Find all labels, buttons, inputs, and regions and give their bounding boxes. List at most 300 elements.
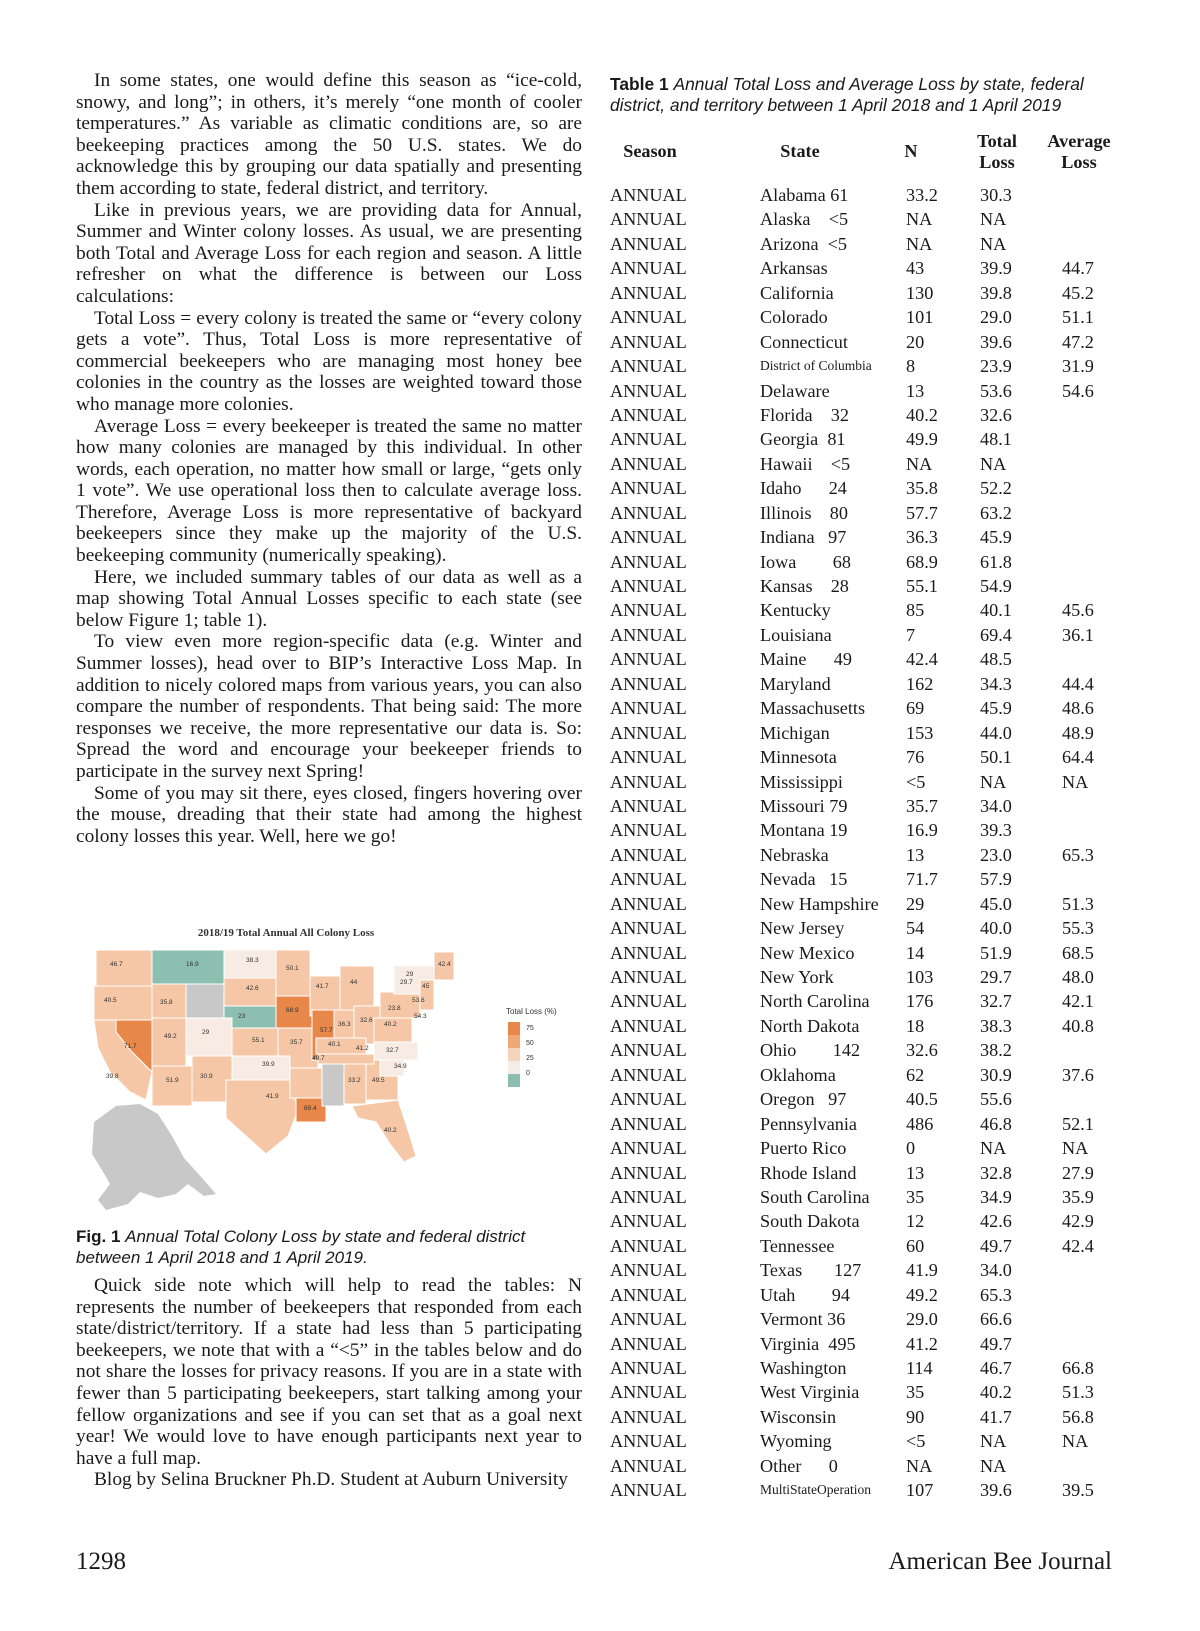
cell-total-loss: 39.6 <box>980 1480 1012 1501</box>
cell-average-loss: 51.3 <box>1062 893 1094 914</box>
cell-season: ANNUAL <box>610 1431 687 1452</box>
cell-state: Rhode Island <box>760 1162 857 1183</box>
map-state-label: 33.2 <box>348 1077 361 1084</box>
cell-n: 8 <box>906 356 916 377</box>
header-state: State <box>780 141 820 161</box>
cell-n: 18 <box>906 1015 925 1036</box>
cell-n: 57.7 <box>906 502 938 523</box>
cell-average-loss: 56.8 <box>1062 1406 1094 1427</box>
cell-average-loss: 27.9 <box>1062 1162 1094 1183</box>
state-utah <box>152 1018 186 1066</box>
table-row <box>610 1307 1130 1331</box>
cell-season: ANNUAL <box>610 1089 687 1110</box>
table-row <box>610 721 1130 745</box>
legend-swatch-high <box>508 1022 520 1035</box>
table-row <box>610 1136 1130 1160</box>
cell-season: ANNUAL <box>610 869 687 890</box>
state-arizona <box>152 1066 192 1106</box>
cell-state: Mississippi <box>760 771 843 792</box>
table-row <box>610 1478 1130 1502</box>
paragraph: In some states, one would define this season as “ice-cold, snowy, and long”; in others, it’s merely “one month of cooler temperatures.” As variable as climatic conditions are, so are beekeeping practices among the 50 U.S. states. We do acknowledge this by grouping our data spatially and presenting them according to state, federal district, and territory. <box>76 70 582 199</box>
cell-season: ANNUAL <box>610 478 687 499</box>
figure-caption <box>76 1226 582 1268</box>
cell-total-loss: 34.0 <box>980 795 1012 816</box>
cell-state: Tennessee <box>760 1235 835 1256</box>
table-row <box>610 818 1130 842</box>
state-oregon <box>94 986 152 1020</box>
table-row <box>610 1112 1130 1136</box>
header-n: N <box>904 141 918 161</box>
map-state-label: 68.9 <box>286 1007 299 1014</box>
cell-n: NA <box>906 453 933 474</box>
map-state-label: 38.3 <box>246 957 259 964</box>
table-header <box>610 131 1130 183</box>
table-row <box>610 330 1130 354</box>
cell-state: West Virginia <box>760 1382 860 1403</box>
table-row <box>610 867 1130 891</box>
map-state-label: 35.7 <box>290 1039 303 1046</box>
cell-season: ANNUAL <box>610 722 687 743</box>
table-row <box>610 1038 1130 1062</box>
cell-average-loss: 48.6 <box>1062 698 1094 719</box>
table-row <box>610 1209 1130 1233</box>
paragraph: Quick side note which will help to read the tables: N represents the number of beekeepers that responded from each state/district/territory. If a state had less than 5 participating beekeepers, we note that with a “<5” in the tables below and do not share the losses for privacy reasons. If you are in a state with fewer than 5 participating beekeepers, start talking among your fellow organizations and see if you can set that as a goal next year! We would love to have enough participants next year to have a full map. <box>76 1275 582 1469</box>
cell-season: ANNUAL <box>610 673 687 694</box>
state-tennessee <box>318 1054 374 1064</box>
cell-total-loss: 39.8 <box>980 282 1012 303</box>
cell-n: <5 <box>906 1431 926 1452</box>
figure-caption-text: Annual Total Colony Loss by state and federal district between 1 April 2018 and 1 April 2019. <box>76 1227 526 1267</box>
cell-n: 49.9 <box>906 429 938 450</box>
cell-season: ANNUAL <box>610 991 687 1012</box>
header-total-loss-line2: Loss <box>979 152 1015 172</box>
cell-n: 41.2 <box>906 1333 938 1354</box>
map-state-label: 42.4 <box>438 961 451 968</box>
cell-season: ANNUAL <box>610 404 687 425</box>
journal-name: American Bee Journal <box>888 1548 1112 1575</box>
legend-swatch-low <box>508 1061 520 1074</box>
state-minnesota <box>276 950 310 996</box>
cell-state: District of Columbia <box>760 358 872 374</box>
paragraph: Some of you may sit there, eyes closed, fingers hovering over the mouse, dreading that their state had among the highest colony losses this year. Well, here we go! <box>76 782 582 847</box>
cell-average-loss: NA <box>1062 1138 1089 1159</box>
cell-n: 35.7 <box>906 795 938 816</box>
cell-state: Arizona <5 <box>760 233 848 254</box>
cell-total-loss: 38.3 <box>980 1015 1012 1036</box>
cell-state: Arkansas <box>760 258 828 279</box>
legend-swatch-mid <box>508 1048 520 1061</box>
cell-season: ANNUAL <box>610 1333 687 1354</box>
cell-n: 16.9 <box>906 820 938 841</box>
cell-n: 13 <box>906 844 925 865</box>
map-state-label: 42.6 <box>246 985 259 992</box>
table-row <box>610 1283 1130 1307</box>
cell-state: Missouri 79 <box>760 795 848 816</box>
cell-average-loss: 54.6 <box>1062 380 1094 401</box>
map-state-label: 41.9 <box>266 1093 279 1100</box>
table-row <box>610 256 1130 280</box>
cell-average-loss: 48.9 <box>1062 722 1094 743</box>
cell-season: ANNUAL <box>610 1113 687 1134</box>
cell-n: 13 <box>906 1162 925 1183</box>
cell-average-loss: 66.8 <box>1062 1358 1094 1378</box>
state-michigan <box>340 966 374 1010</box>
cell-state: Ohio 142 <box>760 1040 861 1061</box>
cell-state: California <box>760 282 834 303</box>
header-average-loss <box>1038 131 1120 173</box>
cell-n: NA <box>906 233 933 254</box>
cell-total-loss: 48.5 <box>980 649 1012 670</box>
cell-n: 90 <box>906 1406 925 1427</box>
table-row <box>610 965 1130 989</box>
map-state-label: 23.8 <box>388 1005 401 1012</box>
cell-state: New Jersey <box>760 918 845 939</box>
paragraph: To view even more region-specific data (e.g. Winter and Summer losses), head over to BIP’s Interactive Loss Map. In addition to nicely colored maps from various years, you can also compare the number of respondents. That being said: The more responses we receive, the more representative our data is. So: Spread the word and encourage your beekeeper friends to participate in the survey next Spring! <box>76 631 582 782</box>
map-state-label: 39.9 <box>262 1061 275 1068</box>
table-row <box>610 745 1130 769</box>
header-total-loss <box>962 131 1032 173</box>
cell-n: NA <box>906 1455 933 1476</box>
cell-total-loss: 40.0 <box>980 918 1012 939</box>
cell-total-loss: NA <box>980 1138 1007 1159</box>
table-row <box>610 281 1130 305</box>
table-row <box>610 207 1130 231</box>
header-season: Season <box>623 141 677 161</box>
cell-state: Other 0 <box>760 1455 838 1476</box>
figure-label: Fig. 1 <box>76 1227 121 1246</box>
header-average-loss-line2: Loss <box>1061 152 1097 172</box>
cell-total-loss: 45.0 <box>980 893 1012 914</box>
table-row <box>610 1332 1130 1356</box>
cell-total-loss: 46.7 <box>980 1358 1012 1378</box>
map-state-label: 53.6 <box>412 997 425 1004</box>
table-caption-text: Annual Total Loss and Average Loss by state, federal district, and territory between 1 April 2018 and 1 April 2019 <box>610 74 1084 115</box>
cell-state: Virginia 495 <box>760 1333 856 1354</box>
map-state-label: 49.7 <box>312 1055 325 1062</box>
us-loss-map <box>76 922 582 1212</box>
state-washington <box>96 950 152 986</box>
cell-state: Nevada 15 <box>760 869 848 890</box>
cell-total-loss: 39.9 <box>980 258 1012 279</box>
cell-season: ANNUAL <box>610 893 687 914</box>
cell-n: 41.9 <box>906 1260 938 1281</box>
cell-total-loss: 46.8 <box>980 1113 1012 1134</box>
page-number: 1298 <box>76 1548 126 1575</box>
table-row <box>610 1185 1130 1209</box>
cell-state: Wyoming <box>760 1431 832 1452</box>
cell-average-loss: 31.9 <box>1062 356 1094 377</box>
cell-average-loss: 35.9 <box>1062 1186 1094 1207</box>
cell-average-loss: 47.2 <box>1062 331 1094 352</box>
cell-average-loss: 39.5 <box>1062 1480 1094 1501</box>
cell-n: 35.8 <box>906 478 938 499</box>
cell-n: 33.2 <box>906 185 938 205</box>
cell-n: 49.2 <box>906 1284 938 1305</box>
cell-total-loss: 41.7 <box>980 1406 1012 1427</box>
state-arkansas <box>290 1068 322 1098</box>
cell-state: Minnesota <box>760 747 837 768</box>
cell-season: ANNUAL <box>610 1382 687 1403</box>
cell-n: 0 <box>906 1138 916 1159</box>
cell-season: ANNUAL <box>610 1040 687 1061</box>
state-wyoming <box>186 984 224 1018</box>
cell-total-loss: 34.9 <box>980 1186 1012 1207</box>
cell-season: ANNUAL <box>610 600 687 621</box>
cell-season: ANNUAL <box>610 209 687 230</box>
cell-state: Utah 94 <box>760 1284 850 1305</box>
cell-n: 40.5 <box>906 1089 938 1110</box>
cell-average-loss: 44.4 <box>1062 673 1094 694</box>
article-body-top <box>76 70 582 847</box>
cell-total-loss: 40.1 <box>980 600 1012 621</box>
cell-state: Alabama 61 <box>760 185 849 205</box>
cell-total-loss: 69.4 <box>980 624 1012 645</box>
cell-total-loss: 45.9 <box>980 527 1012 548</box>
cell-average-loss: 51.1 <box>1062 307 1094 328</box>
cell-season: ANNUAL <box>610 1480 687 1501</box>
cell-total-loss: NA <box>980 1455 1007 1476</box>
cell-total-loss: 48.1 <box>980 429 1012 450</box>
cell-state: Puerto Rico <box>760 1138 847 1159</box>
header-average-loss-line1: Average <box>1047 131 1111 151</box>
cell-season: ANNUAL <box>610 1358 687 1378</box>
cell-total-loss: 51.9 <box>980 942 1012 963</box>
map-state-label: 32.7 <box>386 1047 399 1054</box>
table-body <box>610 183 1130 1503</box>
map-state-label: 40.5 <box>104 997 117 1004</box>
table-row <box>610 696 1130 720</box>
cell-n: 107 <box>906 1480 934 1501</box>
cell-total-loss: 38.2 <box>980 1040 1012 1061</box>
map-state-label: 34.9 <box>394 1063 407 1070</box>
map-state-label: 41.7 <box>316 983 329 990</box>
cell-n: 85 <box>906 600 925 621</box>
cell-n: 130 <box>906 282 934 303</box>
legend-swatch-mid-high <box>508 1035 520 1048</box>
cell-total-loss: 66.6 <box>980 1309 1012 1330</box>
map-state-label: 32.6 <box>360 1017 373 1024</box>
cell-state: Massachusetts <box>760 698 866 719</box>
cell-season: ANNUAL <box>610 1211 687 1232</box>
cell-total-loss: 32.7 <box>980 991 1012 1012</box>
cell-state: Alaska <5 <box>760 209 849 230</box>
cell-n: 29 <box>906 893 925 914</box>
cell-average-loss: 42.4 <box>1062 1235 1094 1256</box>
cell-state: Vermont 36 <box>760 1309 846 1330</box>
cell-state: Montana 19 <box>760 820 848 841</box>
table-row <box>610 525 1130 549</box>
cell-state: Georgia 81 <box>760 429 846 450</box>
cell-state: Connecticut <box>760 331 848 352</box>
cell-total-loss: 39.6 <box>980 331 1012 352</box>
table-row <box>610 1258 1130 1282</box>
table-row <box>610 672 1130 696</box>
state-north-dakota <box>224 950 276 978</box>
cell-season: ANNUAL <box>610 1064 687 1085</box>
map-state-label: 39.8 <box>106 1073 119 1080</box>
cell-state: North Carolina <box>760 991 870 1012</box>
paragraph: Total Loss = every colony is treated the same or “every colony gets a vote”. Thus, Total Loss is more representative of commercial beekeepers who are managing most honey bee colonies in the country as the losses are weighted toward those who manage more colonies. <box>76 307 582 415</box>
cell-season: ANNUAL <box>610 771 687 792</box>
cell-n: 114 <box>906 1358 933 1378</box>
cell-season: ANNUAL <box>610 918 687 939</box>
cell-n: 153 <box>906 722 934 743</box>
cell-season: ANNUAL <box>610 307 687 328</box>
cell-total-loss: NA <box>980 1431 1007 1452</box>
cell-season: ANNUAL <box>610 747 687 768</box>
cell-n: 60 <box>906 1235 925 1256</box>
cell-state: South Carolina <box>760 1186 870 1207</box>
cell-state: Oklahoma <box>760 1064 836 1085</box>
cell-total-loss: 65.3 <box>980 1284 1012 1305</box>
map-state-label: 29 <box>406 971 414 978</box>
cell-n: 40.2 <box>906 404 938 425</box>
cell-n: 103 <box>906 967 934 987</box>
cell-total-loss: 34.0 <box>980 1260 1012 1281</box>
map-state-label: 23 <box>238 1013 246 1020</box>
cell-state: Indiana 97 <box>760 527 847 548</box>
cell-season: ANNUAL <box>610 356 687 377</box>
cell-average-loss: 36.1 <box>1062 624 1094 645</box>
cell-season: ANNUAL <box>610 258 687 279</box>
table-row <box>610 647 1130 671</box>
table-row <box>610 232 1130 256</box>
cell-state: Maine 49 <box>760 649 852 670</box>
map-state-label: 49.5 <box>372 1077 385 1084</box>
cell-n: 54 <box>906 918 925 939</box>
cell-total-loss: 44.0 <box>980 722 1012 743</box>
map-state-label: 36.3 <box>338 1021 351 1028</box>
table-row <box>610 843 1130 867</box>
loss-table <box>610 131 1130 1503</box>
cell-season: ANNUAL <box>610 820 687 841</box>
table-row <box>610 452 1130 476</box>
map-state-label: 40.2 <box>384 1127 397 1134</box>
cell-total-loss: NA <box>980 453 1007 474</box>
map-legend <box>506 1007 557 1087</box>
table-row <box>610 1429 1130 1453</box>
cell-state: Iowa 68 <box>760 551 851 572</box>
legend-tick: 50 <box>526 1040 534 1047</box>
article-body-bottom <box>76 1275 582 1491</box>
cell-total-loss: 32.8 <box>980 1162 1012 1183</box>
cell-average-loss: 51.3 <box>1062 1382 1094 1403</box>
legend-title: Total Loss (%) <box>506 1007 557 1016</box>
cell-season: ANNUAL <box>610 624 687 645</box>
table-row <box>610 1380 1130 1404</box>
cell-average-loss: 68.5 <box>1062 942 1094 963</box>
alaska-shape <box>92 1104 216 1210</box>
cell-season: ANNUAL <box>610 1260 687 1281</box>
paragraph: Like in previous years, we are providing data for Annual, Summer and Winter colony losses. As usual, we are presenting both Total and Average Loss for each region and season. A little refresher on what the difference is between our Loss calculations: <box>76 199 582 307</box>
legend-tick: 75 <box>526 1025 534 1032</box>
cell-season: ANNUAL <box>610 1138 687 1159</box>
cell-total-loss: NA <box>980 233 1007 254</box>
cell-total-loss: 30.3 <box>980 185 1012 205</box>
cell-state: Washington <box>760 1358 847 1378</box>
cell-season: ANNUAL <box>610 1162 687 1183</box>
cell-total-loss: 34.3 <box>980 673 1012 694</box>
table-row <box>610 305 1130 329</box>
cell-state: New Hampshire <box>760 893 879 914</box>
cell-season: ANNUAL <box>610 698 687 719</box>
cell-state: North Dakota <box>760 1015 860 1036</box>
cell-n: 32.6 <box>906 1040 938 1061</box>
map-state-label: 55.1 <box>252 1037 265 1044</box>
cell-n: 71.7 <box>906 869 938 890</box>
cell-n: 42.4 <box>906 649 938 670</box>
map-state-label: 41.2 <box>356 1045 369 1052</box>
cell-total-loss: 32.6 <box>980 404 1012 425</box>
cell-state: New York <box>760 967 834 987</box>
cell-total-loss: 52.2 <box>980 478 1012 499</box>
cell-season: ANNUAL <box>610 576 687 596</box>
cell-state: Florida 32 <box>760 404 849 425</box>
cell-n: 76 <box>906 747 925 768</box>
cell-average-loss: 55.3 <box>1062 918 1094 939</box>
cell-n: 14 <box>906 942 925 963</box>
state-mississippi <box>322 1060 344 1106</box>
cell-n: 12 <box>906 1211 925 1232</box>
loss-map-figure <box>76 922 582 1212</box>
table-row <box>610 1234 1130 1258</box>
state-south-dakota <box>224 978 276 1006</box>
cell-season: ANNUAL <box>610 1284 687 1305</box>
table-row <box>610 501 1130 525</box>
legend-swatch-zero <box>508 1074 520 1087</box>
table-row <box>610 476 1130 500</box>
map-state-label: 40.1 <box>328 1041 341 1048</box>
map-state-label: 57.7 <box>320 1027 333 1034</box>
table-label: Table 1 <box>610 74 669 94</box>
cell-season: ANNUAL <box>610 967 687 987</box>
cell-n: 162 <box>906 673 934 694</box>
table-row <box>610 1454 1130 1478</box>
cell-state: Oregon 97 <box>760 1089 847 1110</box>
cell-n: 7 <box>906 624 916 645</box>
map-state-label: 40.2 <box>384 1021 397 1028</box>
table-row <box>610 989 1130 1013</box>
cell-total-loss: 50.1 <box>980 747 1012 768</box>
table-row <box>610 403 1130 427</box>
cell-n: 35 <box>906 1382 925 1403</box>
cell-season: ANNUAL <box>610 844 687 865</box>
table-row <box>610 354 1130 378</box>
cell-state: Maryland <box>760 673 831 694</box>
table-row <box>610 1063 1130 1087</box>
cell-average-loss: 45.2 <box>1062 282 1094 303</box>
cell-season: ANNUAL <box>610 1309 687 1330</box>
cell-total-loss: 23.9 <box>980 356 1012 377</box>
table-row <box>610 379 1130 403</box>
cell-total-loss: NA <box>980 209 1007 230</box>
cell-state: Illinois 80 <box>760 502 848 523</box>
cell-average-loss: NA <box>1062 1431 1089 1452</box>
map-title: 2018/19 Total Annual All Colony Loss <box>197 927 375 939</box>
cell-n: 36.3 <box>906 527 938 548</box>
cell-season: ANNUAL <box>610 380 687 401</box>
cell-season: ANNUAL <box>610 795 687 816</box>
cell-state: Nebraska <box>760 844 829 865</box>
cell-average-loss: 44.7 <box>1062 258 1094 279</box>
cell-season: ANNUAL <box>610 1186 687 1207</box>
cell-n: 69 <box>906 698 925 719</box>
cell-total-loss: 57.9 <box>980 869 1012 890</box>
table-row <box>610 892 1130 916</box>
table-row <box>610 1014 1130 1038</box>
cell-total-loss: 54.9 <box>980 576 1012 596</box>
map-state-label: 29 <box>202 1029 210 1036</box>
